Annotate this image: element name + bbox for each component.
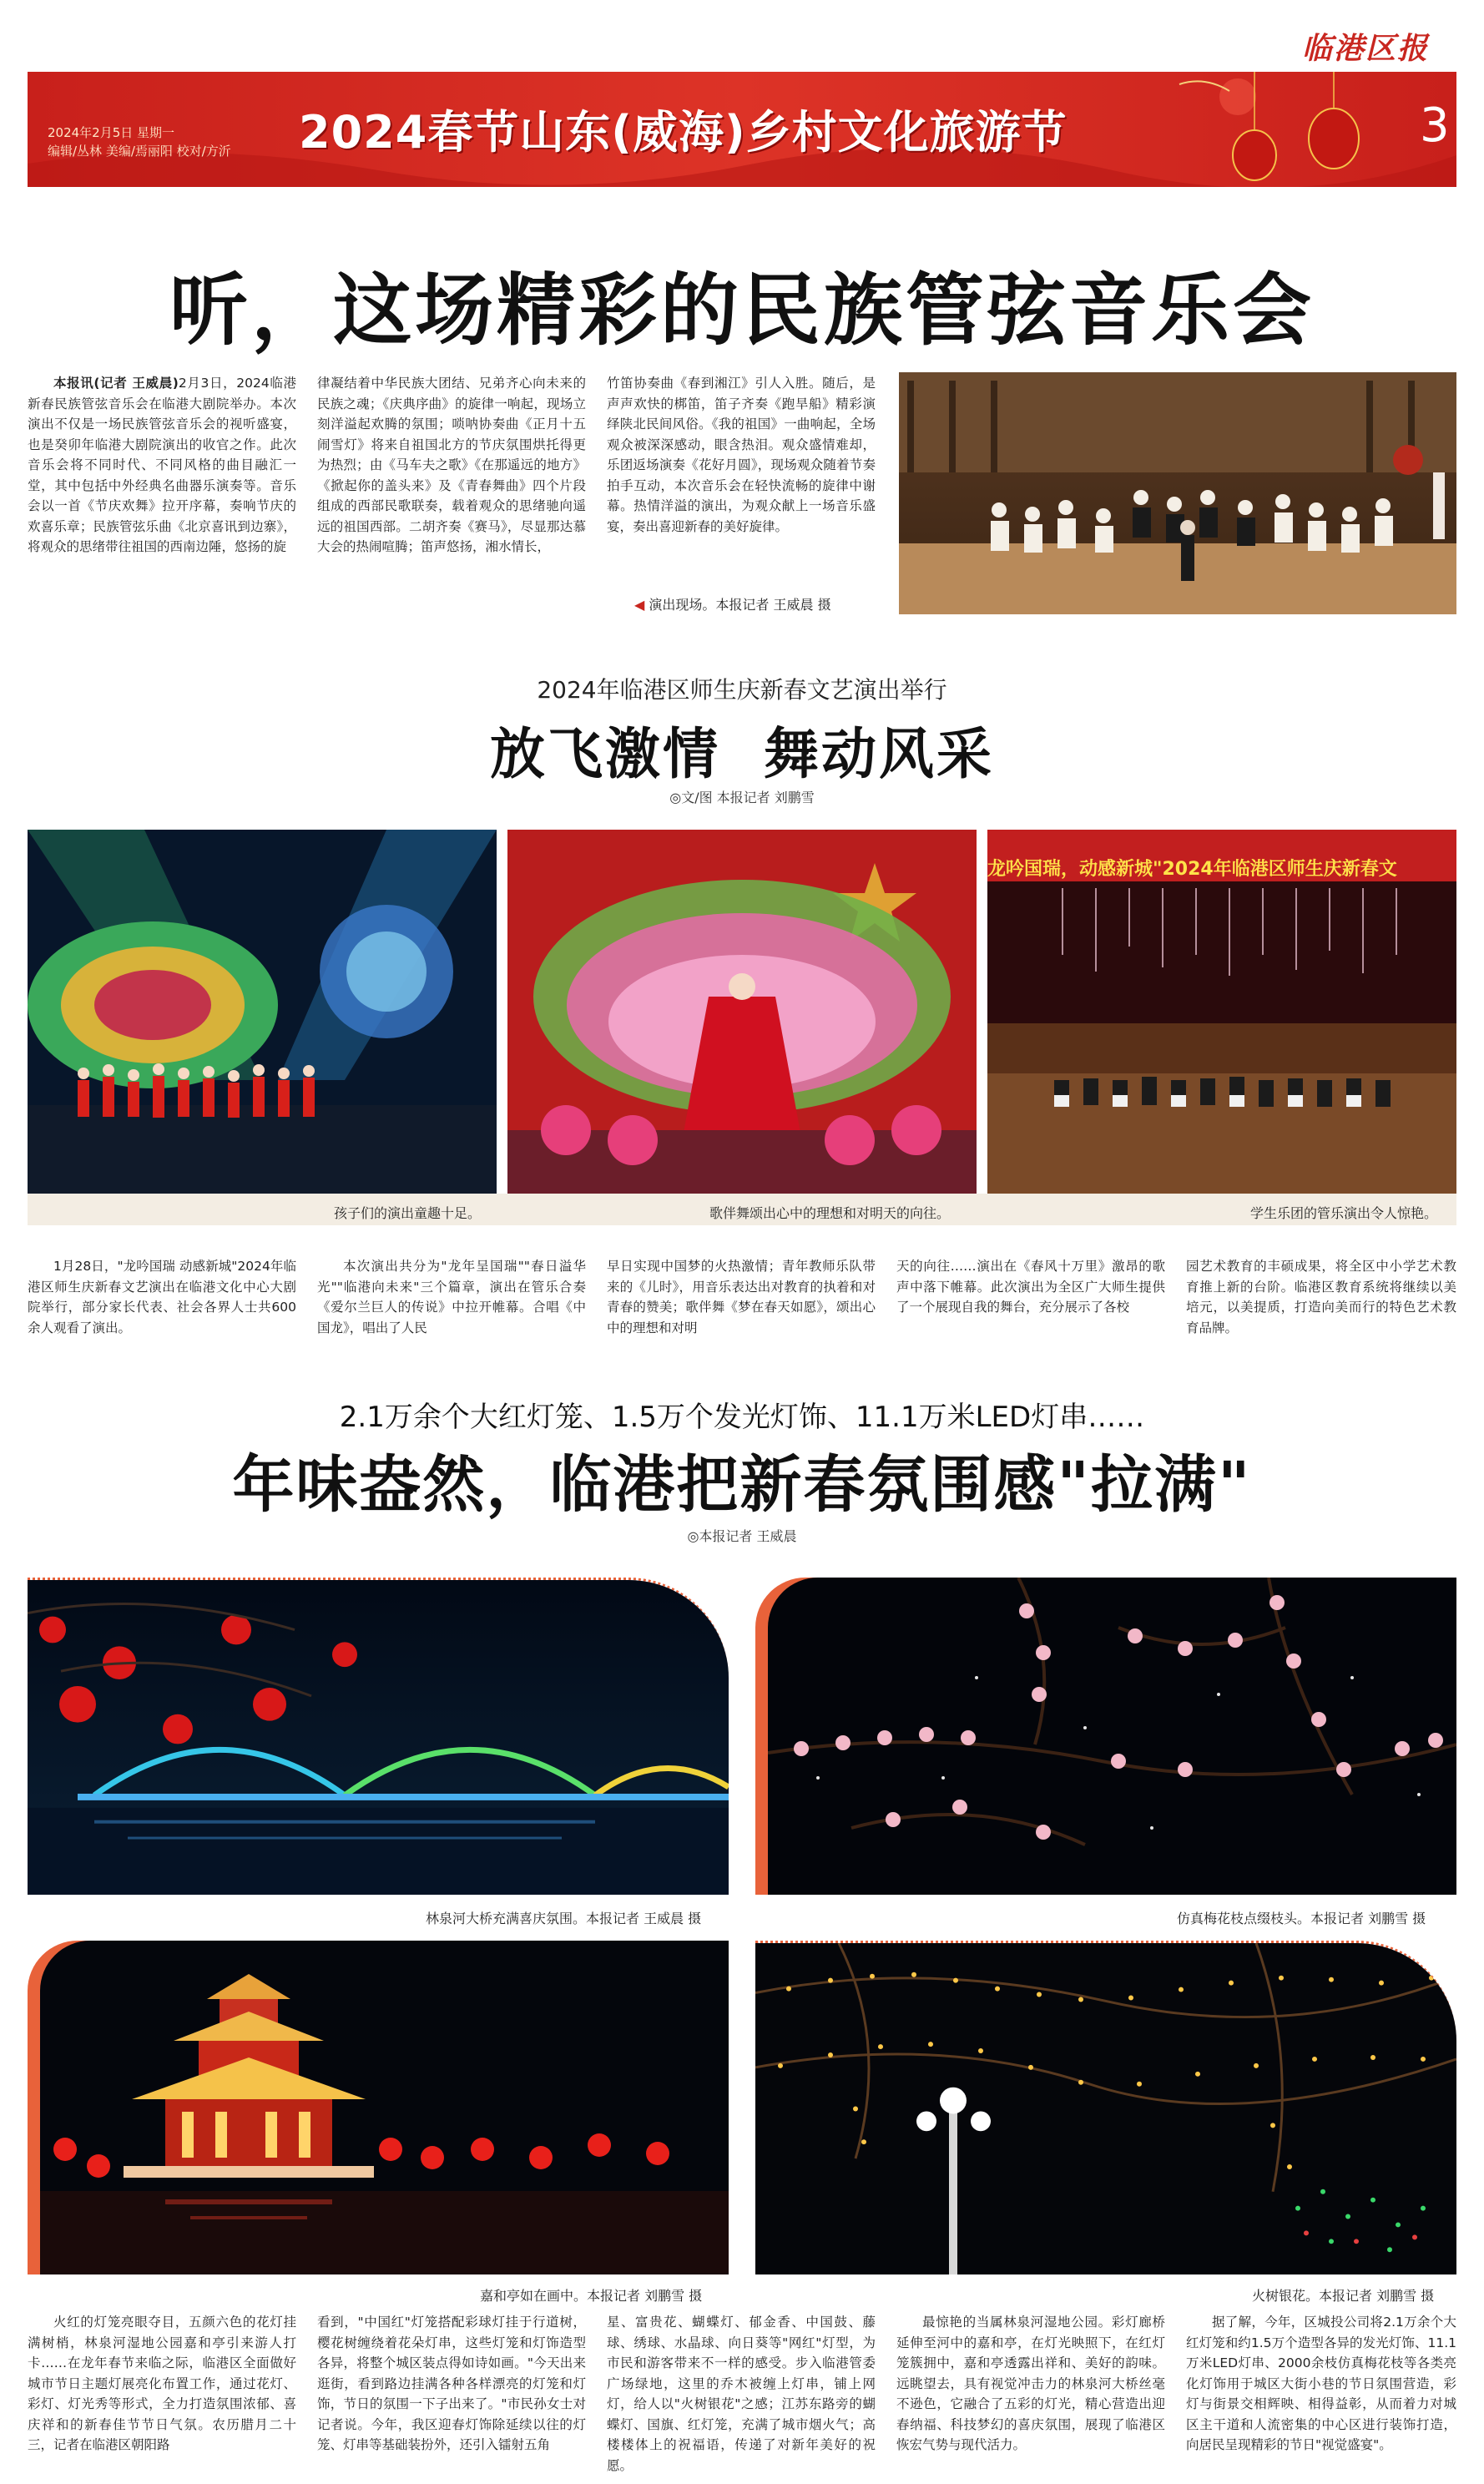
song-dance-caption: 歌伴舞颂出心中的理想和对明天的向往。 (709, 1205, 951, 1221)
article2-text-3: 早日实现中国梦的火热激情；青年教师乐队带来的《儿时》，用音乐表达出对教育的执着和对青春的赞美；歌伴舞《梦在春天如愿》，颂出心中的理想和对明 (607, 1259, 876, 1335)
article2-kicker: 2024年临港区师生庆新春文艺演出举行 (537, 676, 947, 704)
plum-blossom-photo (768, 1578, 1456, 1895)
article3-headline: 年味盎然，临港把新春氛围感"拉满" (232, 1449, 1252, 1521)
plum-blossom-caption: 仿真梅花枝点缀枝头。本报记者 刘鹏雪 摄 (1177, 1911, 1426, 1926)
article1-text-2: 律凝结着中华民族大团结、兄弟齐心向未来的民族之魂；《庆典序曲》的旋律一响起，现场立刻洋溢起欢腾的氛围；唢呐协奏曲《正月十五闹雪灯》将来自祖国北方的节庆氛围烘托得更为热烈；由《马车夫之歌》《在那遥远的地方》《掀起你的盖头来》及《青春舞曲》四个片段组成的西部民歌联奏，载着观众的思绪驰向遥远的祖国西部。二胡齐奏《赛马》，尽显那达慕大会的热闹喧腾；笛声悠扬，湘水情长， (317, 376, 586, 554)
article2-column-4 (896, 1256, 1165, 1340)
children-dance-caption: 孩子们的演出童趣十足。 (334, 1205, 482, 1221)
article3-column-3 (607, 2312, 876, 2477)
band-caption: 学生乐团的管乐演出令人惊艳。 (1250, 1205, 1438, 1221)
pavilion-caption: 嘉和亭如在画中。本报记者 刘鹏雪 摄 (480, 2288, 703, 2304)
pavilion-photo (40, 1941, 729, 2274)
article1-column-1 (28, 373, 296, 582)
lights-photo (755, 1941, 1456, 2274)
article2-byline: ◎文/图 本报记者 刘鹏雪 (669, 790, 815, 805)
article2-column-1 (28, 1256, 296, 1356)
article2-text-1: 1月28日，"龙吟国瑞 动感新城"2024年临港区师生庆新春文艺演出在临港文化中心大剧院举行，部分家长代表、社会各界人士共600余人观看了演出。 (28, 1259, 296, 1335)
article3-text-4: 最惊艳的当属林泉河湿地公园。彩灯廊桥延伸至河中的嘉和亭，在灯光映照下，在红灯笼簇拥中，嘉和亭透露出祥和、美好的韵味。远眺望去，具有视觉冲击力的林泉河大桥丝毫不逊色，它融合了五彩的灯光，精心营造出迎春纳福、科技梦幻的喜庆氛围，展现了临港区恢宏气势与现代活力。 (896, 2315, 1165, 2452)
article1-text-3: 竹笛协奏曲《春到湘江》引人入胜。随后，是声声欢快的梆笛，笛子齐奏《跑旱船》精彩演绎陕北民间风俗。《我的祖国》一曲响起，全场观众被深深感动，眼含热泪。观众盛情难却，乐团返场演奏《花好月圆》，现场观众随着节奏拍手互动，本次音乐会在轻快流畅的旋律中谢幕。热情洋溢的演出，为观众献上一场音乐盛宴，奏出喜迎新春的美好旋律。 (607, 376, 876, 534)
article1-photo-credit: 演出现场。本报记者 王威晨 摄 (649, 597, 831, 613)
children-dance-photo (28, 830, 497, 1194)
song-dance-photo (507, 830, 977, 1194)
article2-headline: 放飞激情 舞动风采 (490, 721, 994, 786)
article3-kicker: 2.1万余个大红灯笼、1.5万个发光灯饰、11.1万米LED灯串…… (339, 1401, 1145, 1434)
newspaper-logo (1302, 25, 1461, 72)
lights-caption: 火树银花。本报记者 刘鹏雪 摄 (1252, 2288, 1435, 2304)
article3-text-1: 火红的灯笼亮眼夺目，五颜六色的花灯挂满树梢，林泉河湿地公园嘉和亭引来游人打卡……在龙年春节来临之际，临港区全面做好城市节日主题灯展亮化布置工作，通过花灯、彩灯、灯光秀等形式，全力打造氛围浓郁、喜庆祥和的新春佳节节日气氛。农历腊月二十三，记者在临港区朝阳路 (28, 2315, 296, 2452)
article1-column-3 (607, 373, 876, 586)
article3-text-3: 星、富贵花、蝴蝶灯、郁金香、中国鼓、藤球、绣球、水晶球、向日葵等"网红"灯型，为市民和游客带来不一样的感受。步入临港管委广场绿地，这里的乔木被缠上灯串，铺上网灯，给人以"火树银花"之感；江苏东路旁的蝴蝶灯、国旗、红灯笼，充满了城市烟火气；高楼楼体上的祝福语，传递了对新年美好的祝愿。 (607, 2315, 876, 2473)
article2-text-4: 天的向往……演出在《春风十万里》激昂的歌声中落下帷幕。此次演出为全区广大师生提供了一个展现自我的舞台，充分展示了各校 (896, 1259, 1165, 1315)
header-banner (28, 72, 1456, 187)
article1-headline: 听，这场精彩的民族管弦音乐会 (169, 265, 1315, 356)
red-triangle-icon: ◀ (634, 597, 645, 613)
article3-column-1 (28, 2312, 296, 2477)
article2-text-5: 园艺术教育的丰硕成果，将全区中小学艺术教育推上新的台阶。临港区教育系统将继续以美培元，以美提质，打造向美而行的特色艺术教育品牌。 (1186, 1259, 1456, 1335)
banner-title: 2024春节山东(威海)乡村文化旅游节 (299, 106, 1068, 159)
article3-column-4 (896, 2312, 1165, 2477)
page-number: 3 (1420, 98, 1450, 153)
article3-column-5 (1186, 2312, 1456, 2477)
logo-text: 临港区报 (1302, 31, 1430, 66)
band-photo (987, 830, 1456, 1194)
concert-photo (899, 372, 1456, 614)
article3-byline: ◎本报记者 王威晨 (687, 1528, 797, 1544)
band-photo-banner: 龙吟国瑞，动感新城"2024年临港区师生庆新春文 (987, 859, 1397, 880)
article1-text-1: 2月3日，2024临港新春民族管弦音乐会在临港大剧院举办。本次演出不仅是一场民族管弦音乐会的视听盛宴，也是癸卯年临港大剧院演出的收官之作。此次音乐会将不同时代、不同风格的曲目融汇一堂，其中包括中外经典名曲器乐演奏等。音乐会以一首《节庆欢舞》拉开序幕，奏响节庆的欢喜乐章；民族管弦乐曲《北京喜讯到边寨》，将观众的思绪带往祖国的西南边陲，悠扬的旋 (28, 376, 296, 554)
article3-column-2 (317, 2312, 586, 2477)
article1-photo-credit-wrap (634, 594, 831, 613)
article2-column-5 (1186, 1256, 1456, 1340)
article2-text-2: 本次演出共分为"龙年呈国瑞""春日溢华光""临港向未来"三个篇章，演出在管乐合奏《爱尔兰巨人的传说》中拉开帷幕。合唱《中国龙》，唱出了人民 (317, 1259, 586, 1335)
article3-text-5: 据了解，今年，区城投公司将2.1万余个大红灯笼和约1.5万个造型各异的发光灯饰、11.1万米LED灯串、2000余枝仿真梅花枝等各类亮化灯饰用于城区大街小巷的节日氛围营造，彩灯与街景交相辉映、相得益彰，从而着力对城区主干道和人流密集的中心区进行装饰打造，向居民呈现精彩的节日"视觉盛宴"。 (1186, 2315, 1456, 2452)
article2-column-2 (317, 1256, 586, 1340)
article1-column-2 (317, 373, 586, 582)
article2-column-3 (607, 1256, 876, 1340)
article3-text-2: 看到，"中国红"灯笼搭配彩球灯挂于行道树，樱花树缠绕着花朵灯串，这些灯笼和灯饰造型各异，将整个城区装点得如诗如画。"今天出来逛街，看到路边挂满各种各样漂亮的灯笼和灯饰，节日的氛围一下子出来了。"市民孙女士对记者说。今年，我区迎春灯饰除延续以往的灯笼、灯串等基础装扮外，还引入镭射五角 (317, 2315, 586, 2452)
bridge-photo (28, 1578, 729, 1895)
article1-lead: 本报讯(记者 王威晨) (53, 376, 179, 391)
editors-line: 编辑/丛林 美编/焉丽阳 校对/方沂 (48, 144, 231, 159)
issue-date: 2024年2月5日 星期一 (48, 125, 175, 140)
bridge-caption: 林泉河大桥充满喜庆氛围。本报记者 王威晨 摄 (426, 1911, 702, 1926)
